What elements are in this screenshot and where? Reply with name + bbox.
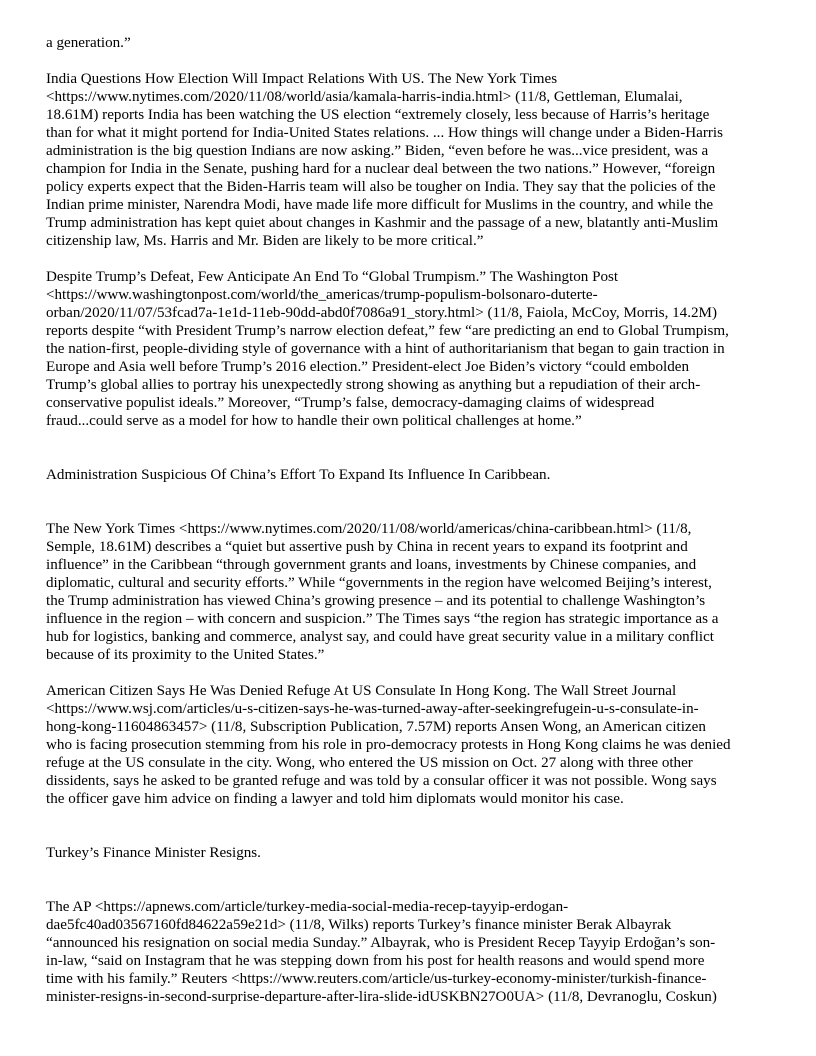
paragraph-spacer: [46, 430, 776, 466]
paragraph-spacer: [46, 808, 776, 844]
paragraph-hong-kong-refuge: American Citizen Says He Was Denied Refuge At US Consulate In Hong Kong. The Wall Street Journal <https://www.wsj.com/articles/u-s-citizen-says-he-was-turned-away-after-seekingrefugein-u-s-consulate-in- hong-kong-11604863457> (11/8, Subscription Publication, 7.57M) reports Ansen Wong, an American citizen who is facing prosecution stemming from his role in pro-democracy protests in Hong Kong claims he was denied refuge at the US consulate in the city. Wong, who entered the US mission on Oct. 27 along with three other dissidents, says he asked to be granted refuge and was told by a consular officer it was not possible. Wong says the officer gave him advice on finding a lawyer and told him diplomats would monitor his case.: [46, 683, 731, 807]
paragraph-global-trumpism: Despite Trump’s Defeat, Few Anticipate An End To “Global Trumpism.” The Washington Post <https://www.washingtonpost.com/world/the_americas/trump-populism-bolsonaro-duterte- orban/2020/11/07/53fcad7a-1e1d-11eb-90dd-abd0f7086a91_story.html> (11/8, Faiola, McCoy, Morris, 14.2M) reports despite “with President Trump’s narrow election defeat,” few “are predicting an end to Global Trumpism, the nation-first, people-dividing style of governance with a hint of authoritarianism that began to gain traction in Europe and Asia well before Trump’s 2016 election.” President-elect Joe Biden’s victory “could embolden Trump’s global allies to portray his unexpectedly strong showing as anything but a repudiation of their arch- conservative populist ideals.” Moreover, “Trump’s false, democracy-damaging claims of widespread fraud...could serve as a model for how to handle their own political challenges at home.”: [46, 269, 729, 429]
paragraph-continuation: a generation.”: [46, 35, 131, 51]
paragraph-spacer: [46, 484, 776, 520]
paragraph-china-caribbean: The New York Times <https://www.nytimes.com/2020/11/08/world/americas/china-caribbean.html> (11/8, Semple, 18.61M) describes a “quiet but assertive push by China in recent years to expand its footprint and influence” in the Caribbean “through government grants and loans, investments by Chinese companies, and diplomatic, cultural and security efforts.” While “governments in the region have welcomed Beijing’s interest, the Trump administration has viewed China’s growing presence – and its potential to challenge Washington’s influence in the region – with concern and suspicion.” The Times says “the region has strategic importance as a hub for logistics, banking and commerce, analyst say, and could have great security value in a military conflict because of its proximity to the United States.”: [46, 521, 719, 663]
paragraph-spacer: [46, 52, 776, 70]
paragraph-india-election: India Questions How Election Will Impact Relations With US. The New York Times <https://www.nytimes.com/2020/11/08/world/asia/kamala-harris-india.html> (11/8, Gettleman, Elumalai, 18.61M) reports India has been watching the US election “extremely closely, less because of Harris’s heritage than for what it might portend for India-United States relations. ... How things will change under a Biden-Harris administration is the big question Indians are now asking.” Biden, “even before he was...vice president, was a champion for India in the Senate, pushing hard for a nuclear deal between the two nations.” However, “foreign policy experts expect that the Biden-Harris team will also be tougher on India. They say that the policies of the Indian prime minister, Narendra Modi, have made life more difficult for Muslims in the country, and while the Trump administration has kept quiet about changes in Kashmir and the passage of a new, blatantly anti-Muslim citizenship law, Ms. Harris and Mr. Biden are likely to be more critical.”: [46, 71, 723, 249]
paragraph-spacer: [46, 862, 776, 898]
paragraph-spacer: [46, 664, 776, 682]
paragraph-spacer: [46, 250, 776, 268]
paragraph-turkey-finance-minister: The AP <https://apnews.com/article/turkey-media-social-media-recep-tayyip-erdogan- dae5fc40ad03567160fd84622a59e21d> (11/8, Wilks) reports Turkey’s finance minister Berak Albayrak “announced his resignation on social media Sunday.” Albayrak, who is President Recep Tayyip Erdoğan’s son- in-law, “said on Instagram that he was stepping down from his post for health reasons and would spend more time with his family.” Reuters <https://www.reuters.com/article/us-turkey-economy-minister/turkish-finance- minister-resigns-in-second-surprise-departure-after-lira-slide-idUSKBN27O0UA> (11/8, Devranoglu, Coskun): [46, 899, 717, 1005]
heading-turkey-finance-minister: Turkey’s Finance Minister Resigns.: [46, 845, 261, 861]
heading-china-caribbean: Administration Suspicious Of China’s Effort To Expand Its Influence In Caribbean.: [46, 467, 551, 483]
document-page: [46, 34, 776, 1006]
